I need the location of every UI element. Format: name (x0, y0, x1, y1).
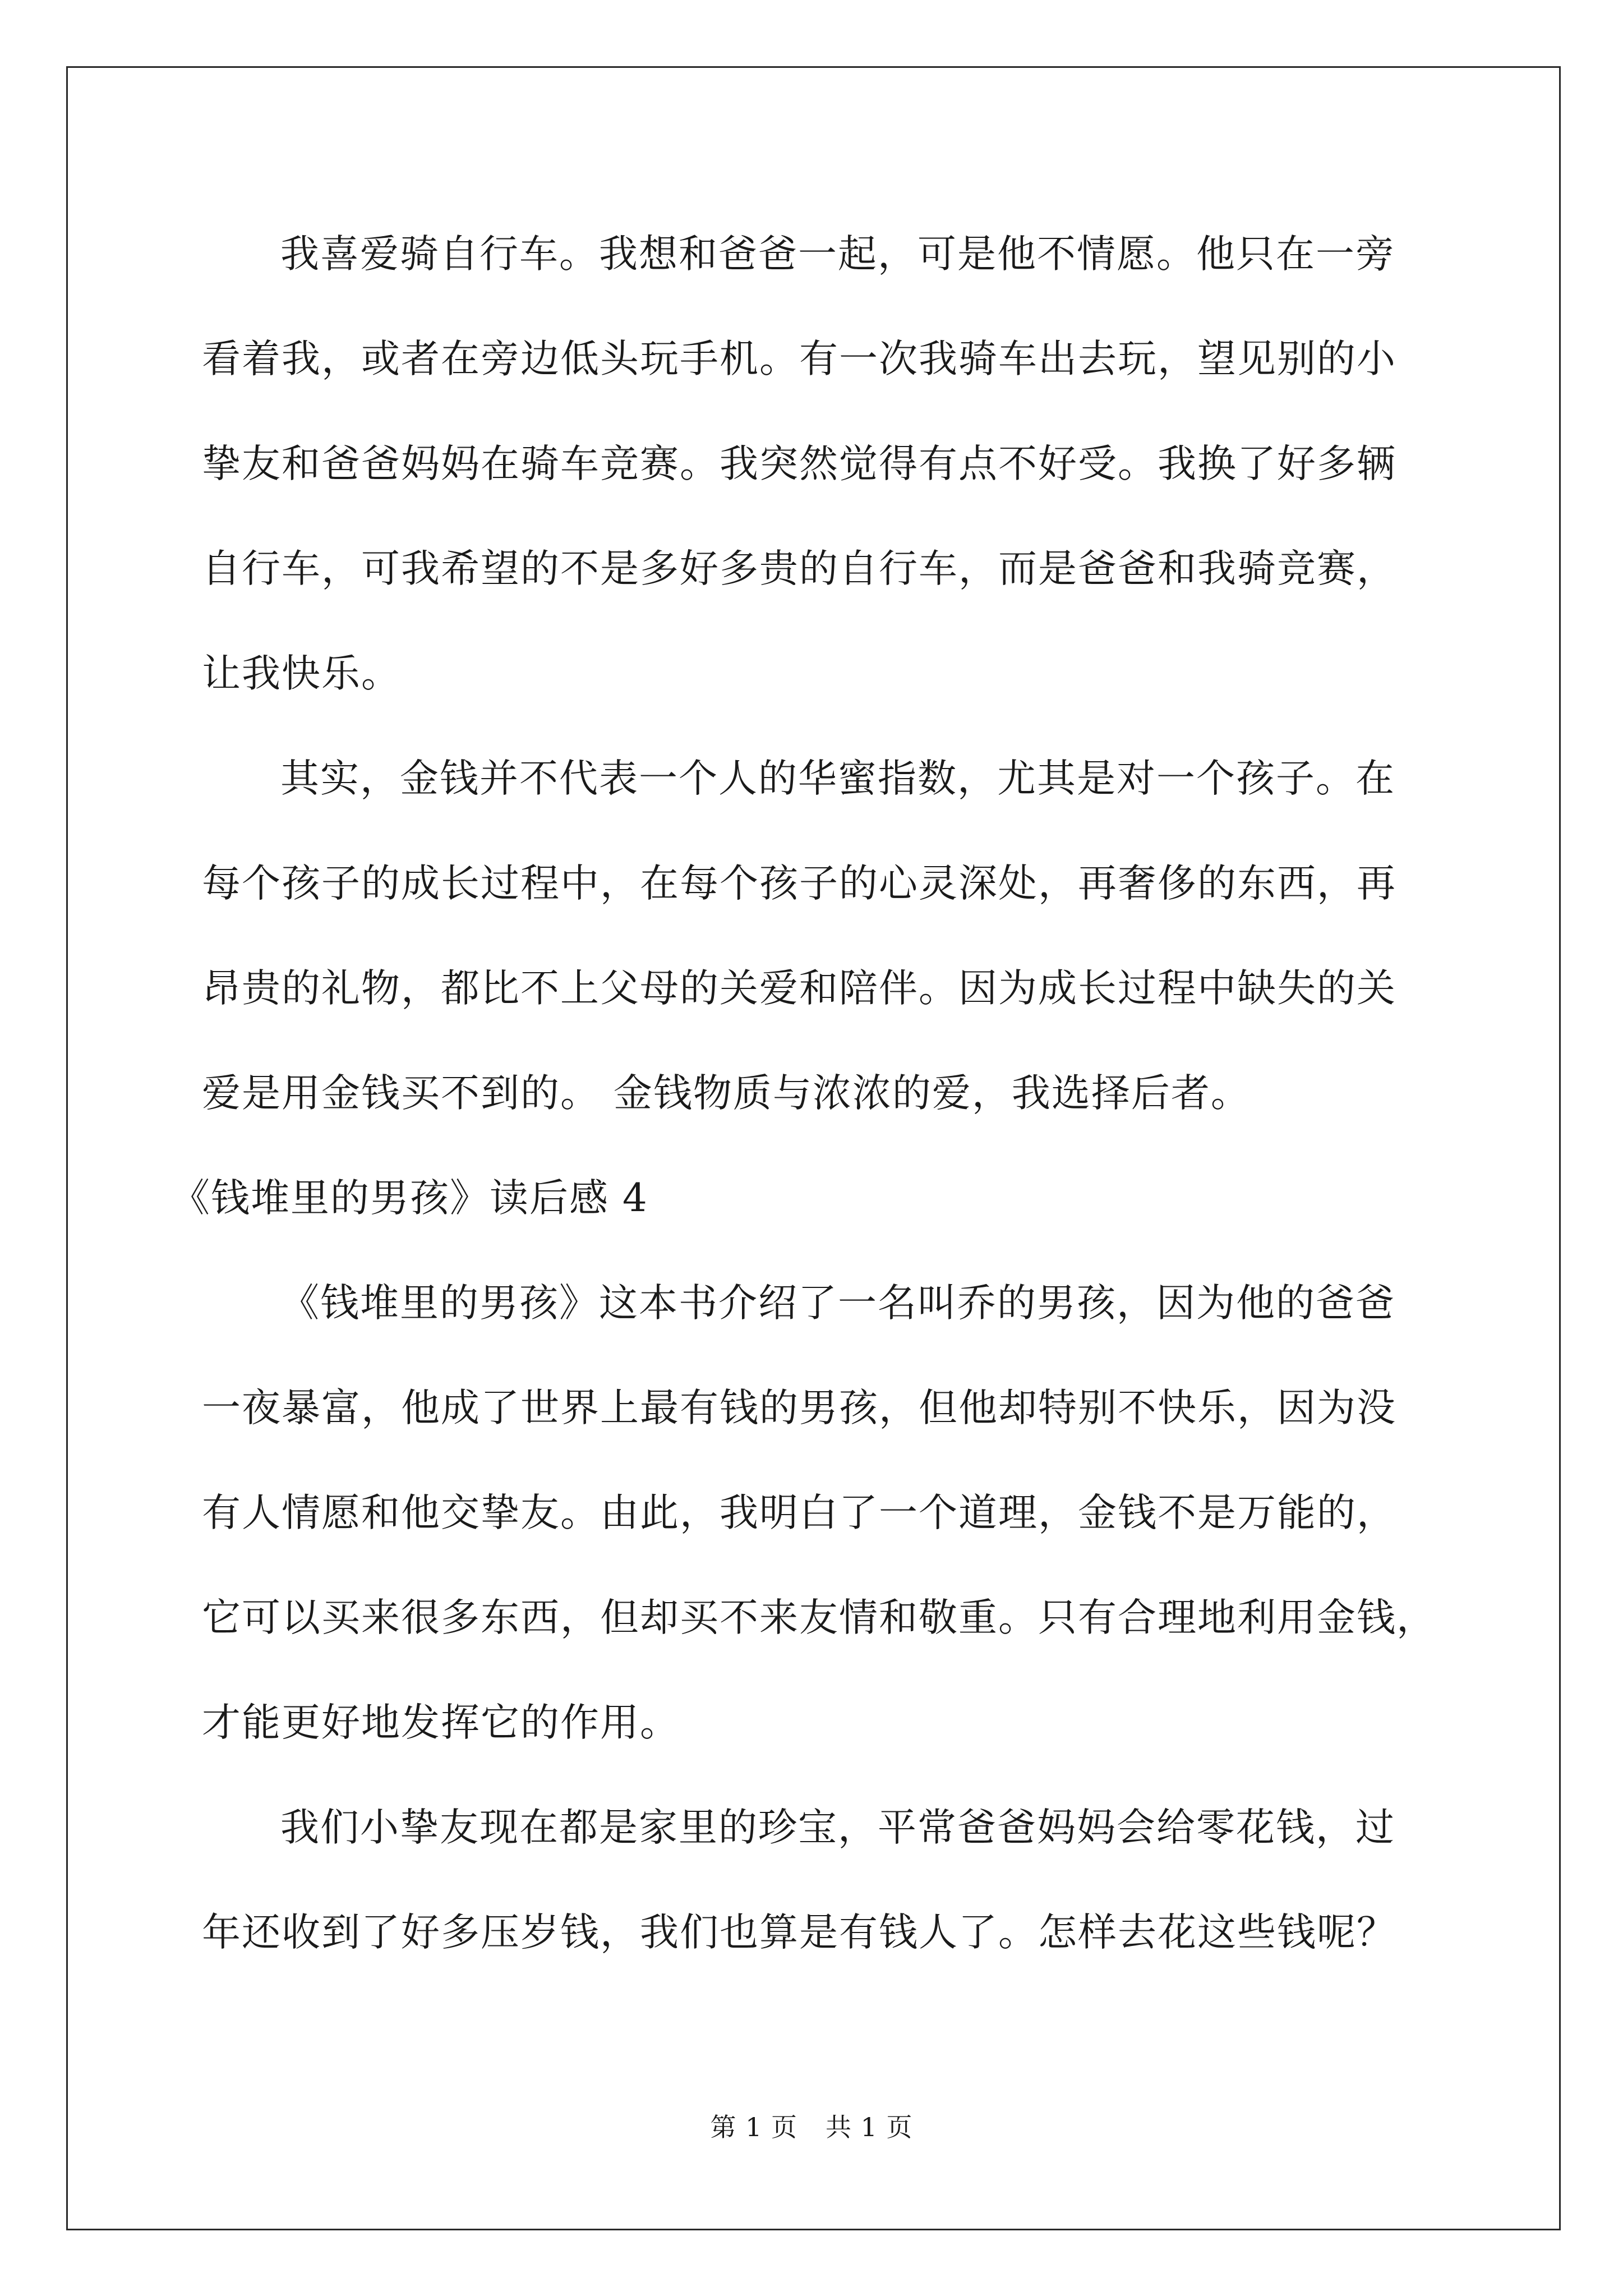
text-line: 爱是用金钱买不到的。 金钱物质与浓浓的爱，我选择后者。 (202, 1071, 1251, 1116)
text-line: 它可以买来很多东西，但却买不来友情和敬重。只有合理地利用金钱， (202, 1595, 1436, 1640)
text-line: 我们小挚友现在都是家里的珍宝，平常爸爸妈妈会给零花钱，过 (280, 1805, 1395, 1850)
page-total: 共 1 页 (826, 2112, 913, 2142)
section-heading: 《钱堆里的男孩》读后感 4 (171, 1176, 648, 1221)
page-number: 第 1 页 (710, 2112, 797, 2142)
text-line: 才能更好地发挥它的作用。 (202, 1700, 680, 1745)
text-line: 挚友和爸爸妈妈在骑车竞赛。我突然觉得有点不好受。我换了好多辆 (202, 441, 1396, 486)
paragraph-1 (202, 202, 1481, 726)
page-footer (0, 2107, 1623, 2144)
text-line: 让我快乐。 (202, 651, 401, 696)
paragraph-4 (202, 1775, 1481, 1985)
text-line: 我喜爱骑自行车。我想和爸爸一起，可是他不情愿。他只在一旁 (280, 232, 1395, 277)
text-line: 看着我，或者在旁边低头玩手机。有一次我骑车出去玩，望见别的小 (202, 337, 1396, 381)
text-line: 自行车，可我希望的不是多好多贵的自行车，而是爸爸和我骑竞赛， (202, 546, 1396, 591)
text-line: 有人情愿和他交挚友。由此，我明白了一个道理，金钱不是万能的， (202, 1490, 1396, 1535)
document-body (171, 202, 1481, 2053)
text-line: 一夜暴富，他成了世界上最有钱的男孩，但他却特别不快乐，因为没 (202, 1386, 1396, 1430)
text-line: 昂贵的礼物，都比不上父母的关爱和陪伴。因为成长过程中缺失的关 (202, 966, 1396, 1011)
paragraph-3 (202, 1251, 1481, 1775)
paragraph-2 (202, 726, 1481, 1146)
text-line: 每个孩子的成长过程中，在每个孩子的心灵深处，再奢侈的东西，再 (202, 861, 1396, 906)
text-line: 年还收到了好多压岁钱，我们也算是有钱人了。怎样去花这些钱呢？ (202, 1910, 1396, 1955)
text-line: 《钱堆里的男孩》这本书介绍了一名叫乔的男孩，因为他的爸爸 (280, 1281, 1395, 1326)
text-line: 其实，金钱并不代表一个人的华蜜指数，尤其是对一个孩子。在 (280, 756, 1395, 801)
